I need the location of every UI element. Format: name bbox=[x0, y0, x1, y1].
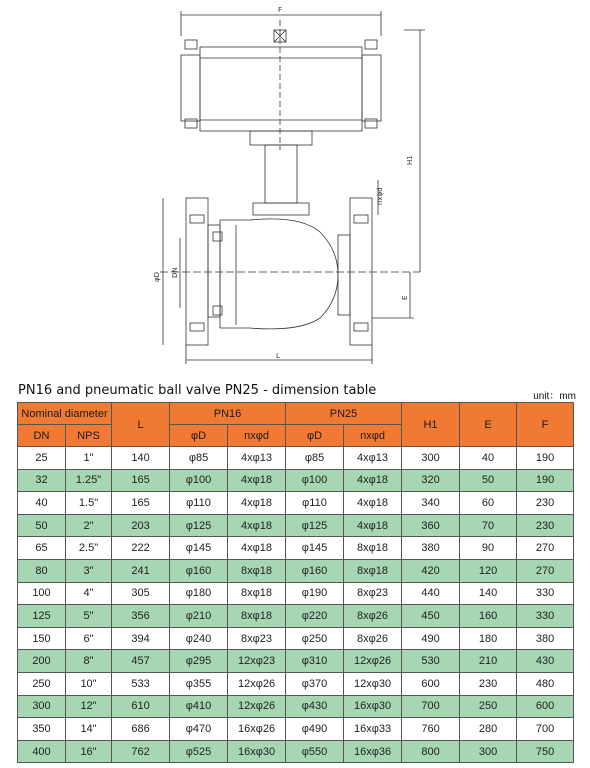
cell: φ110 bbox=[286, 492, 344, 515]
cell: 2" bbox=[66, 514, 112, 537]
cell: 32 bbox=[18, 469, 66, 492]
cell: 533 bbox=[112, 672, 170, 695]
header-nominal-diameter: Nominal diameter bbox=[18, 403, 112, 425]
cell: 700 bbox=[402, 695, 460, 718]
cell: 760 bbox=[402, 718, 460, 741]
cell: 1.25" bbox=[66, 469, 112, 492]
cell: 140 bbox=[460, 582, 517, 605]
cell: 90 bbox=[460, 537, 517, 560]
dimension-table bbox=[17, 402, 574, 763]
table-row bbox=[18, 559, 574, 582]
cell: 686 bbox=[112, 718, 170, 741]
cell: 600 bbox=[517, 695, 574, 718]
cell: 8xφ23 bbox=[344, 582, 402, 605]
cell: 180 bbox=[460, 627, 517, 650]
cell: 305 bbox=[112, 582, 170, 605]
cell: 440 bbox=[402, 582, 460, 605]
cell: 300 bbox=[460, 740, 517, 763]
cell: φ295 bbox=[170, 650, 228, 673]
cell: 8xφ18 bbox=[344, 537, 402, 560]
table-body bbox=[18, 447, 574, 763]
label-phiD: φD bbox=[153, 271, 161, 282]
cell: 250 bbox=[460, 695, 517, 718]
cell: 25 bbox=[18, 447, 66, 470]
cell: φ145 bbox=[170, 537, 228, 560]
header-H1: H1 bbox=[402, 403, 460, 447]
table-row bbox=[18, 740, 574, 763]
cell: 320 bbox=[402, 469, 460, 492]
cell: 330 bbox=[517, 605, 574, 628]
label-nxphid: nxφd bbox=[376, 187, 384, 205]
cell: 190 bbox=[517, 447, 574, 470]
cell: φ180 bbox=[170, 582, 228, 605]
cell: 8" bbox=[66, 650, 112, 673]
header-L: L bbox=[112, 403, 170, 447]
table-row bbox=[18, 695, 574, 718]
table-row bbox=[18, 469, 574, 492]
cell: 300 bbox=[18, 695, 66, 718]
cell: 4xφ18 bbox=[228, 514, 286, 537]
label-H1: H1 bbox=[406, 155, 414, 165]
header-pn16: PN16 bbox=[170, 403, 286, 425]
cell: 600 bbox=[402, 672, 460, 695]
cell: 4xφ18 bbox=[344, 514, 402, 537]
cell: 8xφ26 bbox=[344, 605, 402, 628]
cell: 222 bbox=[112, 537, 170, 560]
unit-label: unit：mm bbox=[533, 391, 576, 402]
header-pn25-phiD: φD bbox=[286, 425, 344, 447]
table-caption: PN16 and pneumatic ball valve PN25 - dimension table bbox=[18, 383, 377, 398]
table-row bbox=[18, 582, 574, 605]
cell: 100 bbox=[18, 582, 66, 605]
table-row bbox=[18, 627, 574, 650]
cell: 4" bbox=[66, 582, 112, 605]
cell: φ310 bbox=[286, 650, 344, 673]
cell: 530 bbox=[402, 650, 460, 673]
cell: 4xφ13 bbox=[344, 447, 402, 470]
cell: 230 bbox=[460, 672, 517, 695]
cell: φ550 bbox=[286, 740, 344, 763]
cell: φ85 bbox=[170, 447, 228, 470]
table-row bbox=[18, 514, 574, 537]
cell: 360 bbox=[402, 514, 460, 537]
cell: 16" bbox=[66, 740, 112, 763]
cell: 4xφ18 bbox=[344, 469, 402, 492]
header-pn16-phiD: φD bbox=[170, 425, 228, 447]
cell: 2.5" bbox=[66, 537, 112, 560]
cell: φ190 bbox=[286, 582, 344, 605]
cell: 10" bbox=[66, 672, 112, 695]
cell: 280 bbox=[460, 718, 517, 741]
cell: 80 bbox=[18, 559, 66, 582]
valve-drawing bbox=[0, 0, 590, 378]
cell: 394 bbox=[112, 627, 170, 650]
cell: 60 bbox=[460, 492, 517, 515]
cell: 8xφ26 bbox=[344, 627, 402, 650]
cell: 8xφ18 bbox=[228, 559, 286, 582]
cell: 8xφ18 bbox=[228, 582, 286, 605]
cell: 356 bbox=[112, 605, 170, 628]
cell: φ210 bbox=[170, 605, 228, 628]
cell: 420 bbox=[402, 559, 460, 582]
cell: 762 bbox=[112, 740, 170, 763]
label-E: E bbox=[401, 295, 409, 300]
header-F: F bbox=[517, 403, 574, 447]
cell: 165 bbox=[112, 492, 170, 515]
cell: 12xφ23 bbox=[228, 650, 286, 673]
cell: 120 bbox=[460, 559, 517, 582]
cell: 12xφ26 bbox=[228, 672, 286, 695]
cell: 190 bbox=[517, 469, 574, 492]
label-L: L bbox=[276, 352, 280, 360]
cell: 350 bbox=[18, 718, 66, 741]
cell: 140 bbox=[112, 447, 170, 470]
cell: 6" bbox=[66, 627, 112, 650]
cell: φ160 bbox=[286, 559, 344, 582]
header-pn16-bolts: nxφd bbox=[228, 425, 286, 447]
cell: 610 bbox=[112, 695, 170, 718]
cell: 400 bbox=[18, 740, 66, 763]
cell: 340 bbox=[402, 492, 460, 515]
cell: 203 bbox=[112, 514, 170, 537]
cell: 50 bbox=[460, 469, 517, 492]
cell: 4xφ18 bbox=[228, 537, 286, 560]
cell: 3" bbox=[66, 559, 112, 582]
cell: 4xφ18 bbox=[228, 492, 286, 515]
cell: 4xφ18 bbox=[228, 469, 286, 492]
cell: 14" bbox=[66, 718, 112, 741]
cell: 200 bbox=[18, 650, 66, 673]
table-row bbox=[18, 605, 574, 628]
cell: 8xφ18 bbox=[344, 559, 402, 582]
cell: φ160 bbox=[170, 559, 228, 582]
cell: 16xφ26 bbox=[228, 718, 286, 741]
label-DN: DN bbox=[171, 267, 179, 278]
cell: φ250 bbox=[286, 627, 344, 650]
cell: 40 bbox=[18, 492, 66, 515]
cell: 230 bbox=[517, 514, 574, 537]
cell: 450 bbox=[402, 605, 460, 628]
cell: 230 bbox=[517, 492, 574, 515]
cell: φ125 bbox=[286, 514, 344, 537]
cell: φ100 bbox=[286, 469, 344, 492]
cell: φ220 bbox=[286, 605, 344, 628]
cell: 750 bbox=[517, 740, 574, 763]
cell: φ470 bbox=[170, 718, 228, 741]
table-row bbox=[18, 672, 574, 695]
cell: 150 bbox=[18, 627, 66, 650]
table-row bbox=[18, 537, 574, 560]
cell: 380 bbox=[402, 537, 460, 560]
cell: 300 bbox=[402, 447, 460, 470]
cell: 8xφ18 bbox=[228, 605, 286, 628]
header-pn25: PN25 bbox=[286, 403, 402, 425]
cell: 1" bbox=[66, 447, 112, 470]
table-row bbox=[18, 718, 574, 741]
cell: 250 bbox=[18, 672, 66, 695]
cell: 430 bbox=[517, 650, 574, 673]
header-pn25-bolts: nxφd bbox=[344, 425, 402, 447]
cell: 70 bbox=[460, 514, 517, 537]
cell: φ525 bbox=[170, 740, 228, 763]
cell: 241 bbox=[112, 559, 170, 582]
cell: φ430 bbox=[286, 695, 344, 718]
cell: φ125 bbox=[170, 514, 228, 537]
table-row bbox=[18, 650, 574, 673]
cell: 12xφ30 bbox=[344, 672, 402, 695]
cell: 160 bbox=[460, 605, 517, 628]
cell: 40 bbox=[460, 447, 517, 470]
cell: 12xφ26 bbox=[228, 695, 286, 718]
cell: 380 bbox=[517, 627, 574, 650]
cell: φ85 bbox=[286, 447, 344, 470]
header-DN: DN bbox=[18, 425, 66, 447]
cell: φ240 bbox=[170, 627, 228, 650]
cell: 125 bbox=[18, 605, 66, 628]
cell: 165 bbox=[112, 469, 170, 492]
header-E: E bbox=[460, 403, 517, 447]
cell: φ490 bbox=[286, 718, 344, 741]
cell: 12xφ26 bbox=[344, 650, 402, 673]
cell: φ355 bbox=[170, 672, 228, 695]
cell: 4xφ13 bbox=[228, 447, 286, 470]
table-row bbox=[18, 492, 574, 515]
table-row bbox=[18, 447, 574, 470]
cell: 65 bbox=[18, 537, 66, 560]
cell: 490 bbox=[402, 627, 460, 650]
cell: 50 bbox=[18, 514, 66, 537]
cell: 16xφ30 bbox=[344, 695, 402, 718]
cell: 480 bbox=[517, 672, 574, 695]
cell: 12" bbox=[66, 695, 112, 718]
cell: φ110 bbox=[170, 492, 228, 515]
cell: 8xφ23 bbox=[228, 627, 286, 650]
cell: 16xφ30 bbox=[228, 740, 286, 763]
cell: 330 bbox=[517, 582, 574, 605]
cell: 210 bbox=[460, 650, 517, 673]
cell: φ370 bbox=[286, 672, 344, 695]
cell: 800 bbox=[402, 740, 460, 763]
cell: 270 bbox=[517, 559, 574, 582]
header-NPS: NPS bbox=[66, 425, 112, 447]
cell: 5" bbox=[66, 605, 112, 628]
cell: 700 bbox=[517, 718, 574, 741]
cell: φ145 bbox=[286, 537, 344, 560]
cell: 457 bbox=[112, 650, 170, 673]
cell: 1.5" bbox=[66, 492, 112, 515]
cell: 270 bbox=[517, 537, 574, 560]
cell: φ410 bbox=[170, 695, 228, 718]
label-F: F bbox=[278, 6, 283, 14]
cell: 16xφ36 bbox=[344, 740, 402, 763]
cell: φ100 bbox=[170, 469, 228, 492]
cell: 16xφ33 bbox=[344, 718, 402, 741]
cell: 4xφ18 bbox=[344, 492, 402, 515]
